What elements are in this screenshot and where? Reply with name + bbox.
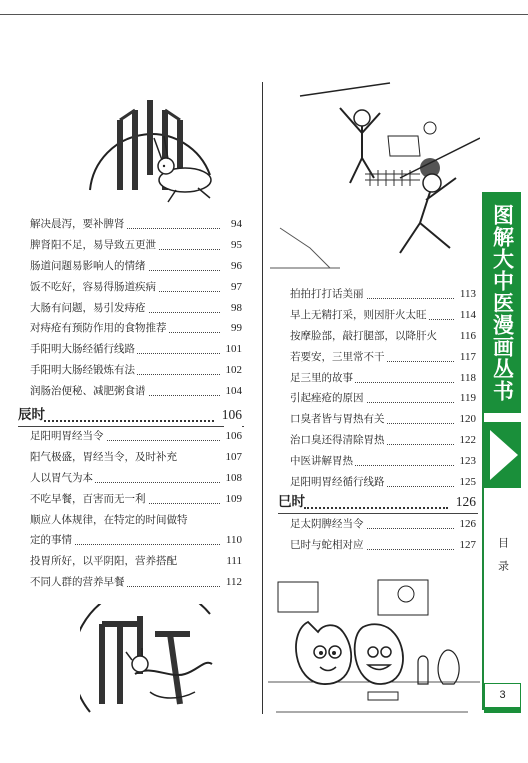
- section-title: 巳时: [278, 494, 305, 510]
- toc-list-right-top: [290, 284, 476, 493]
- swordsmen-illustration: [270, 78, 480, 278]
- toc-entry[interactable]: 手阳明大肠经循行线路 101: [30, 339, 242, 360]
- toc-entry[interactable]: 若要安，三里常不干 117: [290, 347, 476, 368]
- toc-entry[interactable]: 大肠有问题，易引发痔疮 98: [30, 298, 242, 319]
- toc-entry[interactable]: 按摩脸部，敲打腿部，以降肝火 116: [290, 326, 476, 347]
- toc-entry[interactable]: 中医讲解胃热 123: [290, 451, 476, 472]
- section-page: 126: [455, 494, 476, 509]
- toc-entry[interactable]: 不同人群的营养早餐 112: [30, 572, 242, 593]
- chapter-marker-triangle-icon: [484, 422, 521, 488]
- toc-list-right-bottom: [290, 514, 476, 556]
- section-page: 106: [221, 407, 242, 422]
- toc-entry[interactable]: 饭不吃好，容易得肠道疾病 97: [30, 277, 242, 298]
- series-title: 图解大中医漫画丛书: [484, 192, 521, 413]
- toc-entry[interactable]: 引起痤疮的原因 119: [290, 388, 476, 409]
- toc-entry[interactable]: 对痔疮有预防作用的食物推荐 99: [30, 318, 242, 339]
- toc-list-left-top: [30, 214, 242, 402]
- toc-entry[interactable]: 足阳明胃经当令 106: [30, 426, 242, 447]
- toc-entry[interactable]: 早上无精打采，则因肝火太旺 114: [290, 305, 476, 326]
- rabbit-illustration: [80, 80, 220, 215]
- toc-entry[interactable]: 投胃所好，以平阴阳，营养搭配 111: [30, 551, 242, 572]
- toc-entry[interactable]: 阳气极盛，胃经当令，及时补充 107: [30, 447, 242, 468]
- toc-entry[interactable]: 治口臭还得清除胃热 122: [290, 430, 476, 451]
- toc-entry[interactable]: 顺应人体规律，在特定的时间做特: [30, 513, 188, 526]
- toc-entry[interactable]: 人以胃气为本 108: [30, 468, 242, 489]
- toc-label: 目录: [496, 537, 510, 583]
- toc-entry[interactable]: 解决晨泻，要补脾肾 94: [30, 214, 242, 235]
- section-title: 辰时: [18, 407, 45, 423]
- toc-entry[interactable]: 手阳明大肠经锻炼有法 102: [30, 360, 242, 381]
- section-heading-chenshi[interactable]: [18, 404, 242, 426]
- toc-entry[interactable]: 足三里的故事 118: [290, 368, 476, 389]
- toc-entry[interactable]: 润肠治便秘、减肥粥食谱 104: [30, 381, 242, 402]
- toc-entry[interactable]: 足阳明胃经循行线路 125: [290, 472, 476, 493]
- page-number-bar: [484, 708, 521, 713]
- stomach-cartoon-illustration: [268, 572, 480, 714]
- toc-entry[interactable]: 定的事情 110: [30, 530, 242, 551]
- page-number: 3: [484, 683, 521, 708]
- toc-entry[interactable]: 不吃早餐，百害而无一利 109: [30, 489, 242, 510]
- toc-entry[interactable]: 巳时与蛇相对应 127: [290, 535, 476, 556]
- toc-entry[interactable]: 足太阴脾经当令 126: [290, 514, 476, 535]
- top-rule: [0, 14, 528, 15]
- toc-list-left-bottom: [30, 426, 242, 593]
- toc-entry[interactable]: 肠道问题易影响人的情绪 96: [30, 256, 242, 277]
- toc-entry[interactable]: 口臭者皆与胃热有关 120: [290, 409, 476, 430]
- toc-entry[interactable]: 脾肾阳不足，易导致五更泄 95: [30, 235, 242, 256]
- dragon-illustration: [80, 604, 220, 714]
- column-divider: [262, 82, 263, 714]
- chapter-marker: [484, 422, 521, 488]
- toc-entry[interactable]: 拍拍打打话美丽 113: [290, 284, 476, 305]
- section-heading-sishi[interactable]: [278, 491, 476, 513]
